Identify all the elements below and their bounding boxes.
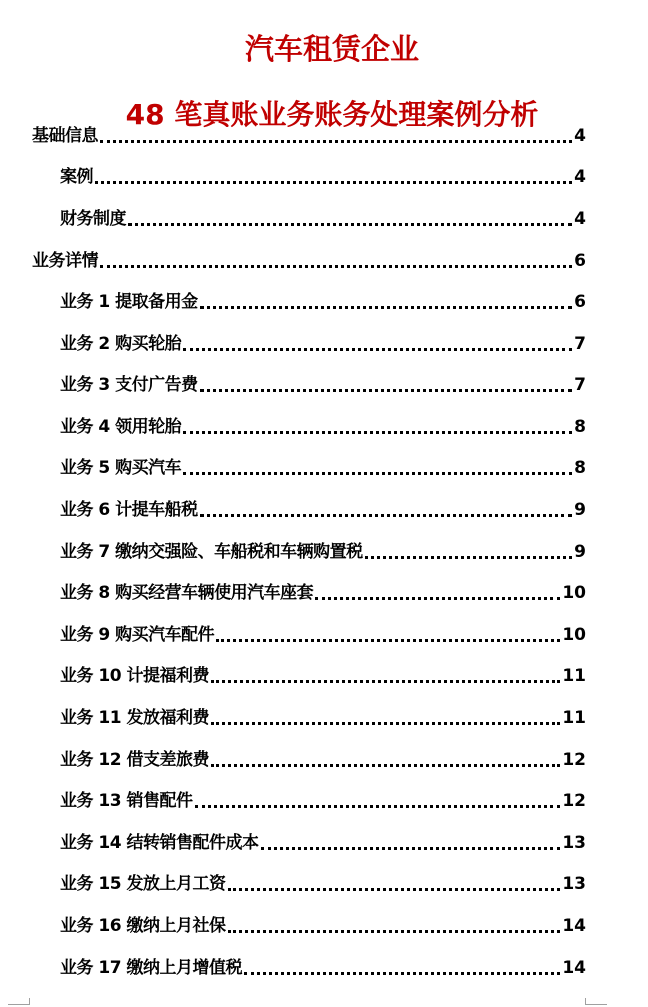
- toc-page-number: 11: [562, 708, 586, 728]
- toc-entry-business-13[interactable]: [60, 787, 586, 815]
- toc-dot-leader: [228, 885, 561, 891]
- toc-page-number: 4: [574, 126, 586, 146]
- toc-entry-business-8[interactable]: [60, 579, 586, 607]
- toc-page-number: 14: [562, 916, 586, 936]
- toc-dot-leader: [200, 303, 572, 309]
- toc-entry-label: 业务 12 借支差旅费: [60, 750, 209, 770]
- toc-entry-label: 业务 4 领用轮胎: [60, 417, 182, 437]
- toc-entry-label: 业务 14 结转销售配件成本: [60, 833, 259, 853]
- toc-dot-leader: [100, 137, 572, 143]
- toc-entry-basic-info[interactable]: [32, 122, 586, 150]
- toc-entry-label: 基础信息: [32, 126, 98, 146]
- toc-entry-financial-system[interactable]: [60, 205, 586, 233]
- toc-page-number: 12: [562, 791, 586, 811]
- toc-entry-business-2[interactable]: [60, 330, 586, 358]
- toc-page-number: 4: [574, 209, 586, 229]
- toc-entry-business-3[interactable]: [60, 371, 586, 399]
- toc-dot-leader: [100, 262, 572, 268]
- toc-entry-label: 业务 2 购买轮胎: [60, 334, 182, 354]
- toc-entry-label: 财务制度: [60, 209, 126, 229]
- toc-page-number: 11: [562, 666, 586, 686]
- toc-entry-business-9[interactable]: [60, 621, 586, 649]
- toc-entry-business-1[interactable]: [60, 288, 586, 316]
- toc-entry-business-15[interactable]: [60, 870, 586, 898]
- toc-page-number: 8: [574, 458, 586, 478]
- toc-dot-leader: [183, 428, 572, 434]
- toc-entry-business-6[interactable]: [60, 496, 586, 524]
- toc-entry-label: 业务 8 购买经营车辆使用汽车座套: [60, 583, 314, 603]
- toc-entry-label: 业务 1 提取备用金: [60, 292, 198, 312]
- toc-entry-business-4[interactable]: [60, 413, 586, 441]
- toc-entry-business-11[interactable]: [60, 704, 586, 732]
- toc-page-number: 7: [574, 334, 586, 354]
- toc-dot-leader: [183, 345, 572, 351]
- page-corner-mark-right: [585, 1004, 607, 1005]
- toc-entry-label: 业务 5 购买汽车: [60, 458, 182, 478]
- toc-page-number: 14: [562, 958, 586, 978]
- toc-dot-leader: [216, 636, 560, 642]
- corner-tick: [29, 998, 30, 1004]
- toc-entry-business-10[interactable]: [60, 662, 586, 690]
- toc-dot-leader: [200, 511, 572, 517]
- toc-entry-label: 业务 17 缴纳上月增值税: [60, 958, 242, 978]
- toc-dot-leader: [195, 802, 561, 808]
- toc-page-number: 13: [562, 874, 586, 894]
- toc-dot-leader: [95, 178, 572, 184]
- toc-entry-business-12[interactable]: [60, 746, 586, 774]
- toc-page-number: 10: [562, 583, 586, 603]
- page-corner-mark-left: [8, 1004, 30, 1005]
- toc-dot-leader: [228, 927, 561, 933]
- toc-entry-case[interactable]: [60, 163, 586, 191]
- toc-entry-label: 案例: [60, 167, 93, 187]
- toc-entry-label: 业务 16 缴纳上月社保: [60, 916, 226, 936]
- toc-entry-label: 业务 11 发放福利费: [60, 708, 209, 728]
- toc-entry-label: 业务 10 计提福利费: [60, 666, 209, 686]
- toc-page-number: 6: [574, 292, 586, 312]
- toc-dot-leader: [261, 844, 561, 850]
- toc-dot-leader: [211, 677, 560, 683]
- toc-entry-label: 业务 3 支付广告费: [60, 375, 198, 395]
- toc-dot-leader: [183, 469, 572, 475]
- toc-entry-label: 业务 6 计提车船税: [60, 500, 198, 520]
- toc-dot-leader: [128, 220, 572, 226]
- toc-page-number: 8: [574, 417, 586, 437]
- toc-page-number: 7: [574, 375, 586, 395]
- toc-entry-label: 业务详情: [32, 251, 98, 271]
- document-title: 汽车租赁企业: [244, 32, 419, 67]
- toc-dot-leader: [365, 553, 572, 559]
- toc-page-number: 10: [562, 625, 586, 645]
- corner-tick: [585, 998, 586, 1004]
- toc-page-number: 9: [574, 500, 586, 520]
- document-subtitle: 48 笔真账业务账务处理案例分析: [125, 98, 539, 132]
- toc-dot-leader: [315, 594, 560, 600]
- toc-page-number: 12: [562, 750, 586, 770]
- toc-entry-business-details[interactable]: [32, 247, 586, 275]
- toc-entry-business-7[interactable]: [60, 538, 586, 566]
- toc-entry-business-5[interactable]: [60, 454, 586, 482]
- toc-entry-business-14[interactable]: [60, 829, 586, 857]
- toc-page-number: 6: [574, 251, 586, 271]
- toc-page-number: 13: [562, 833, 586, 853]
- toc-dot-leader: [211, 761, 560, 767]
- toc-entry-label: 业务 9 购买汽车配件: [60, 625, 215, 645]
- toc-entry-label: 业务 13 销售配件: [60, 791, 193, 811]
- toc-entry-business-17[interactable]: [60, 954, 586, 982]
- toc-dot-leader: [211, 719, 560, 725]
- toc-entry-label: 业务 7 缴纳交强险、车船税和车辆购置税: [60, 542, 363, 562]
- toc-page-number: 4: [574, 167, 586, 187]
- toc-page-number: 9: [574, 542, 586, 562]
- toc-entry-label: 业务 15 发放上月工资: [60, 874, 226, 894]
- toc-entry-business-16[interactable]: [60, 912, 586, 940]
- toc-dot-leader: [200, 386, 572, 392]
- toc-dot-leader: [244, 969, 560, 975]
